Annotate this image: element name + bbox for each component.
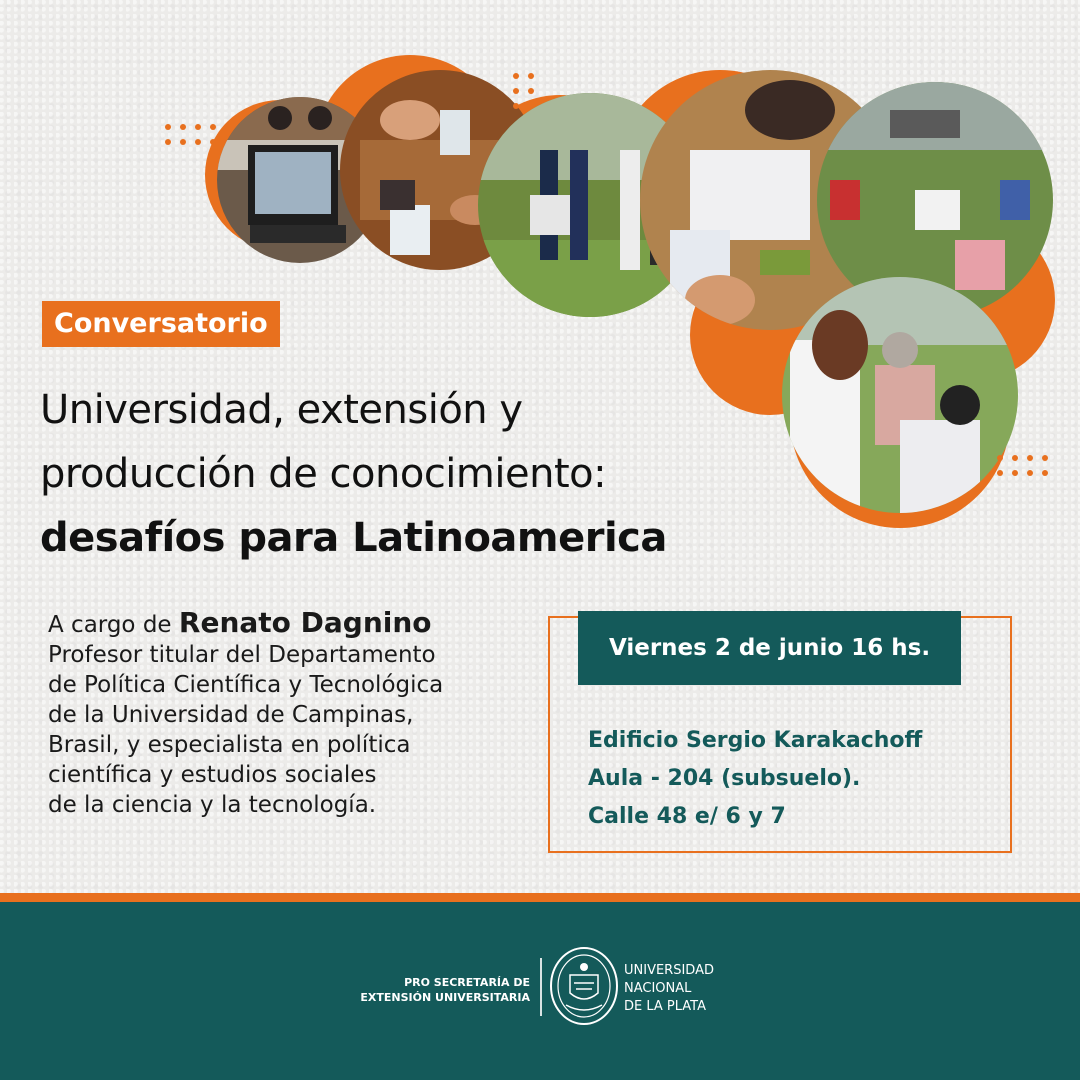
speaker-prefix: A cargo de [48,612,179,638]
speaker-bio [48,608,528,820]
title-line: producción de conocimiento: [40,451,607,497]
dot-grid-icon [997,455,1048,476]
bio-line: científica y estudios sociales [48,762,377,788]
unlp-logo-text [624,962,714,1016]
bio-line: de la Universidad de Campinas, [48,702,414,728]
logo-right-line: UNIVERSIDAD [624,963,714,978]
dot-grid-icon [165,124,216,145]
university-seal-icon [548,945,620,1027]
speaker-name: Renato Dagnino [178,606,432,639]
bio-line: Brasil, y especialista en política [48,732,411,758]
title-line-bold: desafíos para Latinoamerica [40,515,667,561]
bio-line: Profesor titular del Departamento [48,642,436,668]
bio-line: de la ciencia y la tecnología. [48,792,377,818]
logo-right-line: DE LA PLATA [624,999,707,1014]
logo-divider [540,958,542,1016]
logo-right-line: NACIONAL [624,981,692,996]
venue-line: Edificio Sergio Karakachoff [588,728,923,753]
logo-left-line: PRO SECRETARÍA DE [404,976,530,989]
event-tag: Conversatorio [42,301,280,347]
logo-left-line: EXTENSIÓN UNIVERSITARIA [360,991,530,1004]
event-title [40,378,800,570]
footer-accent-line [0,893,1080,902]
venue-line: Calle 48 e/ 6 y 7 [588,804,786,829]
venue-info [588,722,1008,836]
venue-line: Aula - 204 (subsuelo). [588,766,861,791]
bio-line: de Política Científica y Tecnológica [48,672,444,698]
title-line: Universidad, extensión y [40,387,523,433]
event-date: Viernes 2 de junio 16 hs. [578,611,961,685]
extension-logo-text [340,975,530,1005]
